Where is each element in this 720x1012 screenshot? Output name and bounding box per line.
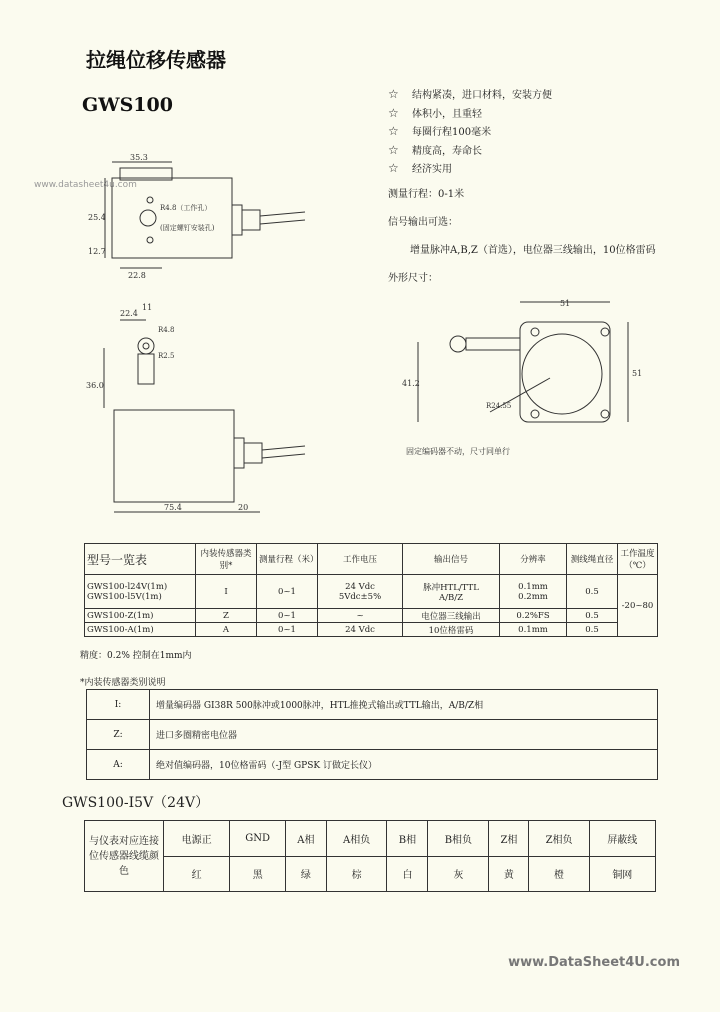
table-row: A: 绝对值编码器，10位格雷码（-J型 GPSK 订做定长仪）	[87, 750, 658, 780]
feature-item: ☆ 精度高，寿命长	[388, 142, 552, 161]
table-header-row	[85, 544, 658, 575]
star-icon: ☆	[388, 87, 399, 101]
col-header: 测量行程（米）	[257, 544, 318, 575]
model-name: GWS100	[82, 94, 173, 116]
dim-left: 41.2	[402, 379, 420, 388]
star-icon: ☆	[388, 105, 399, 120]
table-row: GWS100-l24V(1m) GWS100-l5V(1m) I 0~1 24 Vdc 5Vdc±5% 脉冲HTL/TTL A/B/Z 0.1mm 0.2mm 0.5 -20~80	[85, 575, 658, 609]
watermark-left: www.datasheet4u.com	[34, 180, 137, 190]
table-row: 红 黑 绿 棕 白 灰 黄 橙 铜网	[85, 856, 656, 892]
dim-radius: R24.55	[486, 402, 512, 410]
wiring-title: GWS100-I5V（24V）	[62, 795, 210, 811]
dim-height: 36.0	[86, 381, 104, 390]
drawing-side-view	[80, 298, 310, 520]
col-header: 测线绳直径	[567, 544, 618, 575]
dim-top: 11	[142, 303, 153, 312]
sensor-body-outline	[112, 178, 232, 258]
sensor-body-outline	[114, 410, 234, 502]
feature-item: ☆ 结构紧凑，进口材料，安装方便	[388, 86, 552, 105]
col-header: 工作电压	[318, 544, 403, 575]
col-header: 分辨率	[500, 544, 567, 575]
table-row: GWS100-Z(1m) Z 0~1 ~ 电位器三线输出 0.2%FS 0.5	[85, 609, 658, 623]
spec-table	[84, 543, 658, 637]
measure-range: 测量行程：0-1米	[388, 189, 465, 200]
table-row: Z: 进口多圈精密电位器	[87, 720, 658, 750]
wiring-label: 与仪表对应连接位传感器线缆颜色	[85, 821, 164, 892]
dim-r2: R2.5	[158, 352, 175, 360]
dim-r1: R4.8	[158, 326, 175, 334]
table-row: 与仪表对应连接位传感器线缆颜色 电源正 GND A相 A相负 B相 B相负 Z相 Z相负 屏蔽线	[85, 821, 656, 857]
signal-options: 增量脉冲A,B,Z（首选），电位器三线输出，10位格雷码	[410, 245, 656, 256]
page-title: 拉绳位移传感器	[86, 48, 226, 72]
hole-label: R4.8（工作孔）	[160, 204, 212, 212]
col-header: 工作温度（℃）	[618, 544, 658, 575]
table-row: I: 增量编码器 GI38R 500脉冲或1000脉冲，HTL推挽式输出或TTL输出，A/B/Z相	[87, 690, 658, 720]
dim-h2: 12.7	[88, 247, 106, 256]
note-label: (固定螺钉安装孔)	[160, 224, 215, 232]
dim-width: 35.3	[130, 153, 148, 162]
dim-width: 51	[560, 299, 571, 308]
drawing-caption: 固定编码器不动，尺寸同单行	[406, 447, 510, 456]
col-header: 型号一览表	[85, 544, 196, 575]
signal-title: 信号输出可选：	[388, 217, 458, 228]
dim-right: 20	[238, 503, 249, 512]
dim-bottom: 75.4	[164, 503, 182, 512]
drawing-outline	[400, 292, 650, 462]
table-row: GWS100-A(1m) A 0~1 24 Vdc 10位格雷码 0.1mm 0.5	[85, 623, 658, 637]
temp-cell: -20~80	[618, 575, 658, 637]
feature-item: ☆ 经济实用	[388, 160, 552, 179]
dim-height: 51	[632, 369, 643, 378]
star-icon: ☆	[388, 142, 399, 157]
footer-watermark: www.DataSheet4U.com	[508, 955, 680, 970]
dim-h1: 25.4	[88, 213, 106, 222]
wiring-table	[84, 820, 656, 892]
star-icon: ☆	[388, 161, 399, 175]
feature-item: ☆ 每圈行程100毫米	[388, 123, 552, 142]
feature-item: ☆ 体积小，且重轻	[388, 105, 552, 124]
defs-title: *内装传感器类别说明	[80, 678, 166, 688]
dim-bottom: 22.8	[128, 271, 146, 280]
dim-left: 22.4	[120, 309, 138, 318]
defs-table	[86, 689, 658, 780]
feature-list	[388, 86, 552, 179]
outline-title: 外形尺寸：	[388, 273, 438, 284]
col-header: 内装传感器类别*	[196, 544, 257, 575]
accuracy-note: 精度：0.2% 控制在1mm内	[80, 651, 192, 661]
star-icon: ☆	[388, 124, 399, 138]
col-header: 输出信号	[403, 544, 500, 575]
drawing-front-view	[80, 150, 310, 280]
